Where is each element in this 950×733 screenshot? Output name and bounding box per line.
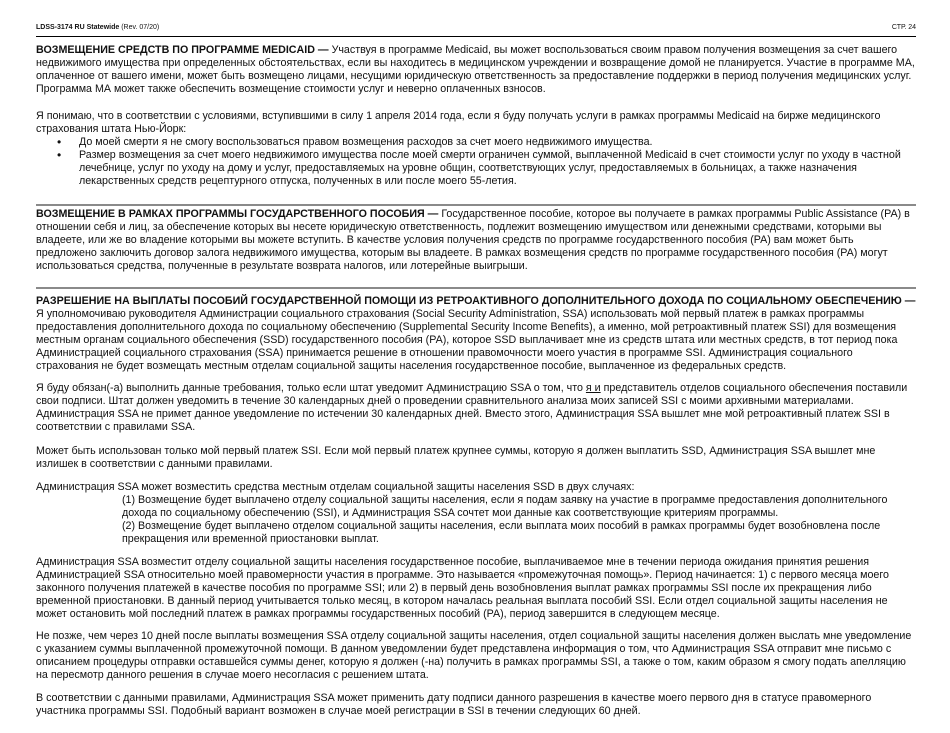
section-body: Участвуя в программе Medicaid, вы может воспользоваться своим правом получения возмещения за счет вашего недвижимого имущества при определенных обстоятельствах, если вы находитесь в медицинском учреждении и возвращение домой не планируется. Участие в программе МА, оплаченное от вашего имени, может быть возмещено лицами, несущими юридическую ответственность за предоставление поддержки в период получения медицинских услуг. Программа МА может также обеспечить возмещение стоимости услуг и неверно оплаченных взносов.: [36, 44, 915, 96]
header-divider: [36, 36, 916, 37]
section-medicaid-recovery: [36, 44, 916, 96]
paragraph: Не позже, чем через 10 дней после выплаты возмещения SSA отделу социальной защиты населения, отдел социальной защиты населения должен выслать мне уведомление с указанием суммы выплаченной промежуточной помощи. В данном уведомлении будет представлена информация о том, что Администрация SSA отправит мне письмо с описанием процедуры отправки оставшейся суммы денег, которую я должен (-на) получить в рамках программы SSI, а также о том, каким образом я смогу подать апелляцию на пересмотр данного решения в случае моего несогласия с решением штата.: [36, 630, 912, 682]
paragraph-notification: [36, 382, 916, 434]
page-header: [36, 23, 916, 32]
paragraph: Администрация SSA возместит отделу социальной защиты населения государственное пособие, выплачиваемое мне в течении периода ожидания принятия решения Администрацией SSA относительно моей правомерности участия в программе. Это называется «промежуточная помощь». Период начинается: 1) с первого месяца моего законного получения платежей в качестве пособия по программе SSI; или 2) в первый день возобновления выплат рамках программы SSI после их прекращения либо временной приостановки. В данный период учитывается только месяц, в котором началась реальная выплата пособий SSI. Если отдел социальной защиты населения не может остановить мой последний платеж в рамках программы государственных пособий (PA), период завершится в следующем месяце.: [36, 556, 889, 621]
section-public-assistance-recovery: [36, 208, 916, 273]
form-id: LDSS-3174 RU Statewide: [36, 24, 120, 31]
section-paragraph: [36, 44, 916, 96]
paragraph: Может быть использован только мой первый платеж SSI. Если мой первый платеж крупнее суммы, которую я должен выплатить SSD, Администрация SSA вышлет мне излишек в соответствии с данными правилами.: [36, 445, 876, 471]
paragraph: [36, 382, 916, 434]
list-item: • До моей смерти я не смогу воспользоваться правом возмещения расходов за счет моего недвижимого имущества.: [79, 136, 916, 149]
paragraph: В соответствии с данными правилами, Администрация SSA может применить дату подписи данного разрешения в качестве моего первого дня в статусе правомерного участника программы SSI. Подобный вариант возможен в случае моей регистрации в SSI в течении следующих 60 дней.: [36, 692, 872, 718]
section-paragraph: [36, 295, 916, 374]
case-list: [36, 494, 916, 546]
bullet-list: [36, 136, 916, 188]
section-body: Я уполномочиваю руководителя Администрации социального страхования (Social Security Administration, SSA) использовать мой первый платеж в рамках программы предоставления дополнительного дохода по социальному обеспечению (Supplemental Security Income Benefits), а именно, мой ретроактивный платеж SSI) для возмещения местным органам социального обеспечения (SSD) государственного пособия (PA), которое SSD выплачивает мне из средств штата или местных средств, в тот период пока Администрацией социального страхования (SSA) принимается решение в отношении правомочности моего участия в программе SSI. Администрация социального страхования не будет возмещать местным отделам социальной защиты населения государственное пособие, выплаченное из федеральных средств.: [36, 308, 898, 373]
paragraph: Администрация SSA может возместить средства местным отделам социальной защиты населения SSD в двух случаях:: [36, 481, 635, 493]
intro-paragraph: Я понимаю, что в соответствии с условиями, вступившими в силу 1 апреля 2014 года, если я буду получать услуги в рамках программы Medicaid на бирже медицинского страхования штата Нью-Йорк:: [36, 110, 881, 136]
paragraph-first-payment: [36, 445, 916, 471]
paragraph-notice-deadline: [36, 630, 916, 682]
section-divider: [36, 204, 916, 206]
case-item: (2) Возмещение будет выплачено отделом социальной защиты населения, если выплата моих пособий в рамках программы будет возобновлена после прекращения или временной приостановки выплат.: [122, 520, 881, 546]
paragraph-interim-assistance: [36, 556, 916, 621]
paragraph-text: представитель отделов социального обеспечения поставили свои подписи. Штат должен уведомить в течение 30 календарных дней о проведении сравнительного анализа моих записей SSI с моими архивными материалами. Администрация SSA не примет данное уведомление по истечении 30 календарных дней. Вместо этого, Администрация SSA вышлет мне мой ретроактивный платеж SSI в соответствии с правилами SSA.: [36, 382, 908, 434]
section-medicaid-intro: [36, 110, 916, 189]
section-title: РАЗРЕШЕНИЕ НА ВЫПЛАТЫ ПОСОБИЙ ГОСУДАРСТВЕННОЙ ПОМОЩИ ИЗ РЕТРОАКТИВНОГО ДОПОЛНИТЕЛЬНОГО ДОХОДА ПО СОЦИАЛЬНОМУ ОБЕСПЕЧЕНИЮ —: [36, 295, 916, 307]
paragraph-signature-date: [36, 692, 916, 718]
section-paragraph: [36, 208, 916, 273]
list-item: • Размер возмещения за счет моего недвижимого имущества после моей смерти ограничен суммой, выплаченной Medicaid в счет стоимости услуг по уходу в частной лечебнице, услуг по уходу на дому и услуг, предоставляемых на уровне общин, соответствующих услуг, предоставляемых в больницах, а также назначения лекарственных средств рецептурного отпуска, полученных в или после моего 55-летия.: [79, 149, 916, 188]
section-ssi-authorization: [36, 295, 916, 374]
paragraph-text: Я буду обязан(-а) выполнить данные требования, только если штат уведомит Администрацию SSA о том, что: [36, 382, 586, 394]
paragraph-two-cases: [36, 481, 916, 546]
underlined-text: я и: [585, 382, 601, 394]
section-title: ВОЗМЕЩЕНИЕ СРЕДСТВ ПО ПРОГРАММЕ MEDICAID —: [36, 44, 329, 56]
case-item: (1) Возмещение будет выплачено отделу социальной защиты населения, если я подам заявку на участие в программе предоставления дополнительного дохода по социальному обеспечению (SSI), и Администрация SSA сочтет мои данные как соответствующие критериям программы.: [122, 494, 888, 520]
section-title: ВОЗМЕЩЕНИЕ В РАМКАХ ПРОГРАММЫ ГОСУДАРСТВЕННОГО ПОСОБИЯ —: [36, 208, 439, 220]
section-body: Государственное пособие, которое вы получаете в рамках программы Public Assistance (PA) в отношении себя и лиц, за обеспечение которых вы несете юридическую ответственность, подлежит возмещению имуществом или денежными средствами, которыми вы владеете, или же во владение которыми вы можете вступить. В качестве условия получения средств по программе государственного пособия (PA) вам может быть предложено заключить договор залога недвижимого имущества, которым вы владеете. В рамках возмещения средств по программе государственного пособия (PA) могут использоваться средства, полученные в результате возврата налогов, или лотерейные выигрыши.: [36, 208, 910, 273]
page-number: СТР. 24: [891, 24, 916, 31]
form-revision: (Rev. 07/20): [121, 24, 160, 31]
section-divider: [36, 287, 916, 289]
